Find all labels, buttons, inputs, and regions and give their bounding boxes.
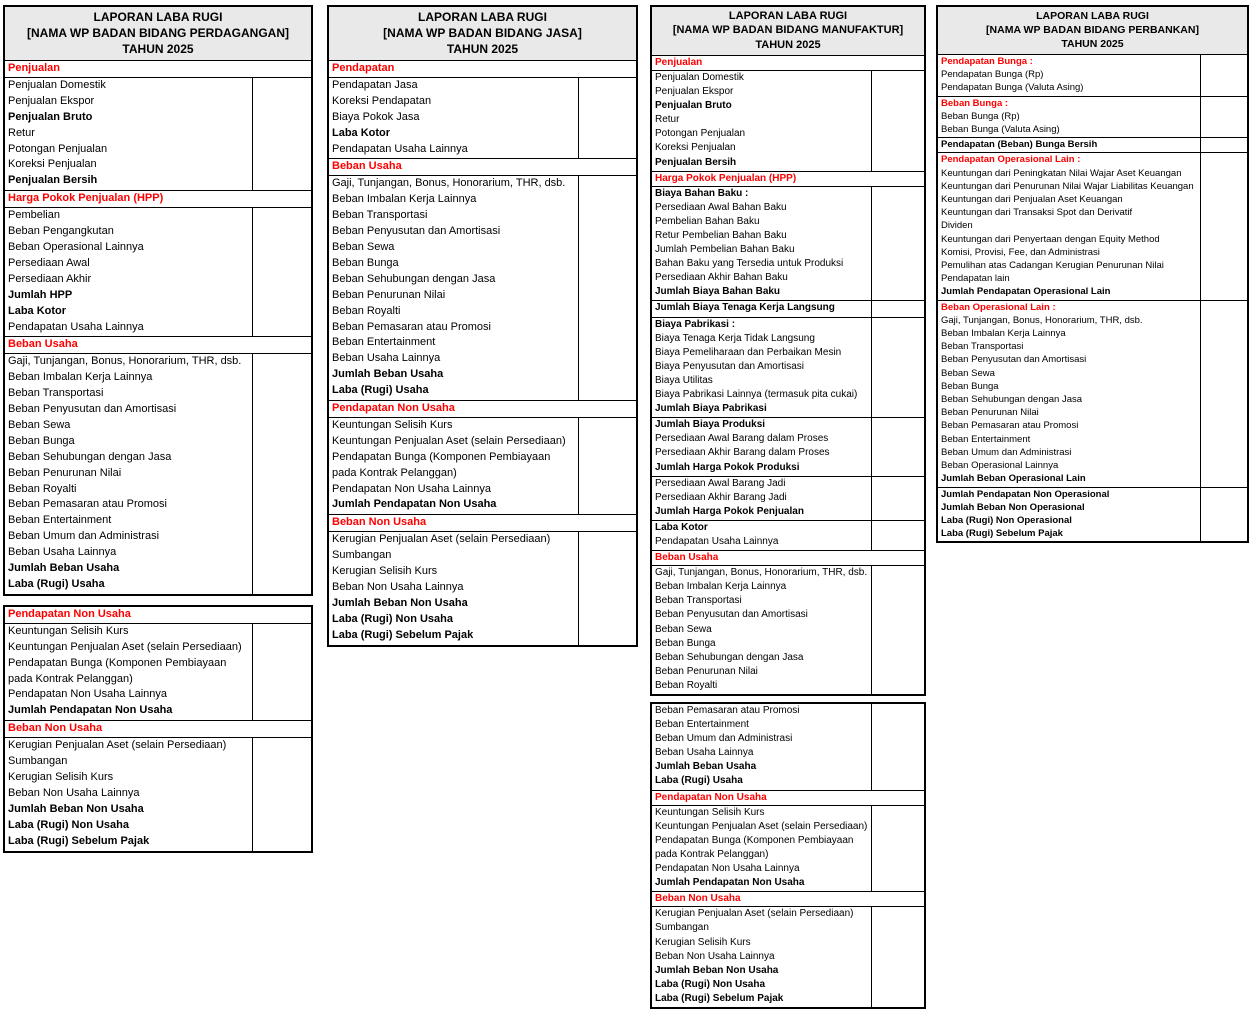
amount-cell xyxy=(1200,488,1247,542)
line-item-label: Biaya Pabrikasi : xyxy=(655,318,736,330)
section-header-harga-pokok-penjualan-hpp: Harga Pokok Penjualan (HPP) xyxy=(5,190,311,207)
line-item-label: Persediaan Awal Bahan Baku xyxy=(655,201,787,213)
line-item-label: Jumlah Biaya Produksi xyxy=(655,419,766,431)
line-item-label: Beban Imbalan Kerja Lainnya xyxy=(655,581,787,593)
line-item-label: Beban Royalti xyxy=(332,304,401,317)
section-header-beban-usaha: Beban Usaha xyxy=(652,550,924,565)
line-item-label: Jumlah Beban Usaha xyxy=(8,562,120,575)
line-item-group xyxy=(652,476,924,520)
line-item-label: Jumlah Pembelian Bahan Baku xyxy=(655,244,795,256)
statement-header xyxy=(329,7,636,60)
amount-cell xyxy=(578,176,636,400)
amount-cell xyxy=(252,354,311,594)
line-item-label: Gaji, Tunjangan, Bonus, Honorarium, THR, dsb. xyxy=(941,314,1143,326)
line-item-label: Keuntungan Selisih Kurs xyxy=(8,624,129,637)
line-item-label: Koreksi Penjualan xyxy=(655,142,736,154)
line-item-label: Beban Penyusutan dan Amortisasi xyxy=(941,354,1087,366)
line-item-label: Beban Umum dan Administrasi xyxy=(941,446,1072,458)
statement-title-line: LAPORAN LABA RUGI xyxy=(93,10,223,24)
section-header-beban-usaha: Beban Usaha xyxy=(5,336,311,353)
amount-cell xyxy=(871,477,924,520)
line-item-label: Persediaan Akhir Barang dalam Proses xyxy=(655,447,830,459)
line-item-label: Beban Sewa xyxy=(941,367,995,379)
line-item-labels xyxy=(938,153,1200,299)
line-item-label: Beban Imbalan Kerja Lainnya xyxy=(941,328,1066,340)
line-item-label: Pendapatan Bunga (Rp) xyxy=(941,69,1044,81)
line-item-label: Beban Sehubungan dengan Jasa xyxy=(941,394,1083,406)
line-item-label: Laba (Rugi) Usaha xyxy=(332,384,429,397)
line-item-label: Koreksi Pendapatan xyxy=(332,94,432,107)
line-item-label: Persediaan Awal xyxy=(8,256,90,269)
line-item-label: Beban Entertainment xyxy=(332,336,436,349)
line-item-label: Laba (Rugi) Non Usaha xyxy=(655,978,766,990)
line-item-label: Beban Pemasaran atau Promosi xyxy=(655,705,800,717)
line-item-label: Kerugian Penjualan Aset (selain Persediaan) xyxy=(8,739,227,752)
line-item-labels xyxy=(652,806,871,892)
line-item-label: Gaji, Tunjangan, Bonus, Honorarium, THR, dsb. xyxy=(332,177,566,190)
line-item-label: Jumlah Beban Non Operasional xyxy=(941,501,1085,513)
line-item-label: Keuntungan dari Penjualan Aset Keuangan xyxy=(941,194,1123,206)
line-item-label: Biaya Tenaga Kerja Tidak Langsung xyxy=(655,332,815,344)
amount-cell xyxy=(1200,97,1247,138)
line-item-label: Keuntungan Penjualan Aset (selain Persediaan) xyxy=(8,640,242,653)
line-item-label: Jumlah HPP xyxy=(8,288,73,301)
statement-block-perbankan-0 xyxy=(936,5,1249,543)
line-item-label: Persediaan Akhir xyxy=(8,272,92,285)
line-item-label: Penjualan Bersih xyxy=(655,156,737,168)
line-item-label: Jumlah Pendapatan Non Usaha xyxy=(655,877,805,889)
line-item-labels xyxy=(5,354,252,594)
line-item-label: Persediaan Akhir Barang Jadi xyxy=(655,491,787,503)
line-item-labels xyxy=(938,97,1200,138)
line-item-label: Pendapatan Bunga (Komponen Pembiayaan pada Kontrak Pelanggan) xyxy=(332,450,551,479)
line-item-labels xyxy=(329,78,578,159)
line-item-labels xyxy=(652,521,871,550)
line-item-labels xyxy=(652,301,871,316)
line-item-label: Pembelian Bahan Baku xyxy=(655,215,760,227)
line-item-label: Beban Pengangkutan xyxy=(8,225,114,238)
line-item-label: Gaji, Tunjangan, Bonus, Honorarium, THR, dsb. xyxy=(655,567,868,579)
amount-cell xyxy=(252,738,311,850)
line-item-group xyxy=(652,520,924,550)
line-item-label: Jumlah Pendapatan Non Operasional xyxy=(941,488,1110,500)
statement-title-line: [NAMA WP BADAN BIDANG PERDAGANGAN] xyxy=(27,26,289,40)
amount-cell xyxy=(871,318,924,418)
line-item-label: Beban Non Usaha Lainnya xyxy=(332,581,464,593)
line-item-label: Beban Transportasi xyxy=(332,209,428,222)
line-item-label: Keuntungan Selisih Kurs xyxy=(655,806,765,818)
line-item-labels xyxy=(652,187,871,301)
line-item-label: Beban Transportasi xyxy=(8,387,104,400)
line-item-group xyxy=(329,417,636,514)
line-item-labels xyxy=(652,477,871,520)
amount-cell xyxy=(871,418,924,475)
amount-cell xyxy=(871,704,924,790)
line-item-label: Beban Penurunan Nilai xyxy=(8,466,122,479)
line-item-label: Beban Pemasaran atau Promosi xyxy=(941,420,1079,432)
line-item-label: Sumbangan xyxy=(332,549,392,562)
statement-title-line: [NAMA WP BADAN BIDANG PERBANKAN] xyxy=(986,24,1199,36)
line-item-group xyxy=(652,906,924,1007)
line-item-label: Beban Sehubungan dengan Jasa xyxy=(8,450,172,463)
line-item-label: Pemulihan atas Cadangan Kerugian Penurunan Nilai xyxy=(941,260,1164,272)
line-item-label: Beban Bunga xyxy=(8,434,75,447)
line-item-group xyxy=(652,805,924,892)
line-item-label: Bahan Baku yang Tersedia untuk Produksi xyxy=(655,258,844,270)
line-item-labels xyxy=(329,418,578,514)
income-statement-perdagangan xyxy=(3,5,313,853)
line-item-label: Beban Royalti xyxy=(8,482,77,495)
statement-title-line: TAHUN 2025 xyxy=(122,42,194,56)
line-item-label: Laba (Rugi) Non Usaha xyxy=(332,612,454,625)
line-item-labels xyxy=(652,418,871,475)
line-item-labels xyxy=(938,301,1200,487)
amount-cell xyxy=(1200,138,1247,152)
line-item-label: Laba (Rugi) Non Operasional xyxy=(941,514,1072,526)
line-item-label: Pendapatan Jasa xyxy=(332,78,418,91)
line-item-label: Potongan Penjualan xyxy=(655,128,746,140)
amount-cell xyxy=(871,71,924,171)
line-item-label: Beban Non Usaha Lainnya xyxy=(655,950,775,962)
amount-cell xyxy=(1200,55,1247,96)
line-item-label: Beban Royalti xyxy=(655,679,718,691)
line-item-label: Jumlah Beban Non Usaha xyxy=(332,596,468,609)
line-item-group xyxy=(5,353,311,594)
statement-title-line: [NAMA WP BADAN BIDANG JASA] xyxy=(383,26,582,40)
line-item-label: Kerugian Selisih Kurs xyxy=(8,770,114,783)
line-item-group xyxy=(938,152,1247,299)
line-item-labels xyxy=(329,176,578,400)
line-item-label: Jumlah Harga Pokok Penjualan xyxy=(655,505,804,517)
line-item-label: Retur xyxy=(655,114,680,126)
line-item-label: Sumbangan xyxy=(655,922,709,934)
line-item-label: Beban Usaha Lainnya xyxy=(655,747,754,759)
statement-block-perdagangan-0 xyxy=(3,5,313,596)
line-item-label: Pendapatan Bunga (Valuta Asing) xyxy=(941,82,1084,94)
line-item-label: Penjualan Bersih xyxy=(8,174,98,187)
line-item-label: Beban Entertainment xyxy=(941,433,1031,445)
line-item-labels xyxy=(652,704,871,790)
line-item-group xyxy=(938,487,1247,542)
section-header-beban-non-usaha: Beban Non Usaha xyxy=(652,891,924,906)
amount-cell xyxy=(252,208,311,336)
statement-block-manufaktur-0 xyxy=(650,5,926,696)
line-item-label: Jumlah Biaya Tenaga Kerja Langsung xyxy=(655,302,835,314)
line-item-label: Beban Penurunan Nilai xyxy=(655,665,758,677)
statement-title-line: LAPORAN LABA RUGI xyxy=(418,10,547,24)
line-item-label: Keuntungan dari Peningkatan Nilai Wajar Aset Keuangan xyxy=(941,167,1182,179)
line-item-label: Beban Sehubungan dengan Jasa xyxy=(332,272,496,285)
statement-title-line: [NAMA WP BADAN BIDANG MANUFAKTUR] xyxy=(672,24,904,37)
line-item-label: Beban Non Usaha Lainnya xyxy=(8,786,140,799)
line-item-labels xyxy=(5,738,252,850)
line-item-label: Retur xyxy=(8,126,35,139)
line-item-group xyxy=(652,317,924,418)
line-item-label: Pendapatan Non Usaha Lainnya xyxy=(655,863,800,875)
amount-cell xyxy=(871,907,924,1007)
line-item-label: Pembelian xyxy=(8,209,60,222)
amount-cell xyxy=(1200,301,1247,487)
section-header-pendapatan: Pendapatan xyxy=(329,60,636,77)
line-item-label: Beban Pemasaran atau Promosi xyxy=(332,320,491,333)
line-item-labels xyxy=(5,208,252,336)
line-item-group xyxy=(5,207,311,336)
line-item-label: Beban Penurunan Nilai xyxy=(941,407,1039,419)
statement-header xyxy=(5,7,311,60)
line-item-label: Keuntungan dari Penyertaan dengan Equity Method xyxy=(941,233,1160,245)
line-item-label: Komisi, Provisi, Fee, dan Administrasi xyxy=(941,246,1100,258)
income-statement-manufaktur xyxy=(650,5,926,1009)
line-item-label: Beban Sewa xyxy=(332,240,395,253)
line-item-label: Beban Operasional Lainnya xyxy=(941,460,1059,472)
line-item-labels xyxy=(5,78,252,190)
amount-cell xyxy=(871,566,924,694)
line-item-label: Jumlah Harga Pokok Produksi xyxy=(655,461,800,473)
statement-block-jasa-0 xyxy=(327,5,638,647)
amount-cell xyxy=(871,806,924,892)
section-header-beban-usaha: Beban Usaha xyxy=(329,158,636,175)
line-item-label: Beban Umum dan Administrasi xyxy=(8,530,160,543)
line-item-label: Beban Entertainment xyxy=(8,514,112,527)
line-item-label: Pendapatan Non Usaha Lainnya xyxy=(332,482,492,495)
line-item-group xyxy=(938,96,1247,138)
section-header-pendapatan-non-usaha: Pendapatan Non Usaha xyxy=(8,607,131,620)
line-item-label: Laba (Rugi) Sebelum Pajak xyxy=(8,834,150,847)
line-item-label: Laba Kotor xyxy=(8,304,67,317)
line-item-label: Retur Pembelian Bahan Baku xyxy=(655,230,787,242)
line-item-group xyxy=(329,77,636,159)
line-item-group xyxy=(5,77,311,190)
section-label-pendapatan-operasional-lain: Pendapatan Operasional Lain : xyxy=(941,154,1081,166)
line-item-label: Beban Usaha Lainnya xyxy=(332,352,441,365)
line-item-group xyxy=(329,531,636,644)
line-item-label: Biaya Utilitas xyxy=(655,374,713,386)
line-item-label: Laba (Rugi) Sebelum Pajak xyxy=(655,992,784,1004)
statement-title-line: LAPORAN LABA RUGI xyxy=(728,10,848,22)
statement-title-line: LAPORAN LABA RUGI xyxy=(1036,10,1149,22)
statement-title-line: TAHUN 2025 xyxy=(755,38,821,51)
line-item-label: Beban Operasional Lainnya xyxy=(8,240,144,253)
line-item-label: Biaya Penyusutan dan Amortisasi xyxy=(655,360,804,372)
line-item-group xyxy=(652,70,924,171)
line-item-label: Persediaan Akhir Bahan Baku xyxy=(655,272,788,284)
line-item-label: Keuntungan Penjualan Aset (selain Persediaan) xyxy=(332,434,566,447)
line-item-labels xyxy=(652,907,871,1007)
line-item-group xyxy=(938,137,1247,152)
line-item-label: Kerugian Selisih Kurs xyxy=(332,565,438,578)
line-item-group xyxy=(652,417,924,475)
statement-title-line: TAHUN 2025 xyxy=(446,42,519,56)
amount-cell xyxy=(871,187,924,301)
line-item-label: Keuntungan Selisih Kurs xyxy=(332,418,453,431)
line-item-label: Beban Umum dan Administrasi xyxy=(655,733,793,745)
line-item-labels xyxy=(652,318,871,418)
line-item-label: Beban Penyusutan dan Amortisasi xyxy=(655,609,808,621)
line-item-label: Beban Bunga (Rp) xyxy=(941,110,1020,122)
line-item-group xyxy=(652,186,924,301)
line-item-label: Penjualan Bruto xyxy=(8,110,93,123)
line-item-label: Penjualan Domestik xyxy=(8,78,106,91)
line-item-label: Pendapatan Usaha Lainnya xyxy=(8,320,144,333)
line-item-label: Beban Imbalan Kerja Lainnya xyxy=(332,193,477,206)
line-item-labels xyxy=(938,55,1200,96)
line-item-label: Beban Sehubungan dengan Jasa xyxy=(655,651,804,663)
line-item-label: Laba (Rugi) Sebelum Pajak xyxy=(332,628,474,641)
line-item-label: Jumlah Pendapatan Non Usaha xyxy=(8,704,173,717)
line-item-label: Jumlah Pendapatan Operasional Lain xyxy=(941,286,1111,298)
line-item-group xyxy=(329,175,636,400)
income-statement-perbankan xyxy=(936,5,1249,543)
statement-header xyxy=(938,7,1247,54)
line-item-labels xyxy=(652,71,871,171)
line-item-label: Biaya Pokok Jasa xyxy=(332,110,420,123)
line-item-label: Penjualan Bruto xyxy=(655,100,732,112)
line-item-label: Biaya Bahan Baku : xyxy=(655,187,749,199)
section-header-beban-non-usaha: Beban Non Usaha xyxy=(5,720,311,737)
line-item-label: Biaya Pemeliharaan dan Perbaikan Mesin xyxy=(655,346,842,358)
line-item-label: Beban Pemasaran atau Promosi xyxy=(8,498,167,511)
line-item-label: Keuntungan dari Penurunan Nilai Wajar Liabilitas Keuangan xyxy=(941,180,1194,192)
line-item-label: Beban Bunga xyxy=(332,256,399,269)
line-item-label: Jumlah Beban Non Usaha xyxy=(8,802,144,815)
line-item-label: Laba Kotor xyxy=(332,126,391,139)
line-item-group xyxy=(938,300,1247,487)
line-item-label: Beban Entertainment xyxy=(655,719,749,731)
line-item-group xyxy=(652,300,924,316)
statement-block-manufaktur-1 xyxy=(650,702,926,1009)
line-item-label: Gaji, Tunjangan, Bonus, Honorarium, THR, dsb. xyxy=(8,355,242,368)
line-item-label: Pendapatan lain xyxy=(941,273,1010,285)
amount-cell xyxy=(252,78,311,190)
amount-cell xyxy=(871,301,924,316)
line-item-group xyxy=(938,54,1247,96)
section-label-pendapatan-bunga: Pendapatan Bunga : xyxy=(941,56,1033,67)
section-header-harga-pokok-penjualan-hpp: Harga Pokok Penjualan (HPP) xyxy=(652,171,924,186)
line-item-label: Beban Transportasi xyxy=(941,341,1024,353)
line-item-labels xyxy=(938,138,1200,152)
statement-header xyxy=(652,7,924,55)
line-item-label: Beban Bunga xyxy=(941,380,999,392)
line-item-label: Keuntungan dari Transaksi Spot dan Derivatif xyxy=(941,207,1133,219)
section-label-beban-bunga: Beban Bunga : xyxy=(941,97,1009,109)
line-item-label: Beban Sewa xyxy=(8,418,71,431)
line-item-label: Kerugian Penjualan Aset (selain Persediaan) xyxy=(655,908,854,920)
line-item-group xyxy=(5,737,311,850)
line-item-label: Jumlah Beban Operasional Lain xyxy=(941,473,1086,485)
line-item-label: Pendapatan Bunga (Komponen Pembiayaan pada Kontrak Pelanggan) xyxy=(655,834,854,860)
line-item-label: Beban Usaha Lainnya xyxy=(8,546,117,559)
line-item-label: Beban Transportasi xyxy=(655,595,742,607)
line-item-label: Kerugian Selisih Kurs xyxy=(655,936,751,948)
line-item-label: Koreksi Penjualan xyxy=(8,158,97,171)
line-item-label: Potongan Penjualan xyxy=(8,142,108,155)
line-item-label: Penjualan Ekspor xyxy=(8,94,95,107)
line-item-group xyxy=(652,704,924,790)
line-item-label: Jumlah Beban Non Usaha xyxy=(655,964,779,976)
line-item-label: Jumlah Biaya Pabrikasi xyxy=(655,403,767,415)
statement-block-perdagangan-1 xyxy=(3,605,313,853)
line-item-label: Pendapatan Usaha Lainnya xyxy=(332,142,468,155)
line-item-label: Beban Penyusutan dan Amortisasi xyxy=(332,225,501,238)
line-item-labels xyxy=(5,624,252,720)
line-item-label: Laba (Rugi) Non Usaha xyxy=(8,818,130,831)
line-item-label: Beban Bunga (Valuta Asing) xyxy=(941,124,1060,136)
amount-cell xyxy=(578,418,636,514)
line-item-label: Laba (Rugi) Sebelum Pajak xyxy=(941,528,1063,540)
line-item-label: Beban Penurunan Nilai xyxy=(332,288,446,301)
line-item-label: Jumlah Biaya Bahan Baku xyxy=(655,286,781,298)
line-item-label: Sumbangan xyxy=(8,755,68,768)
line-item-label: Penjualan Domestik xyxy=(655,71,744,83)
amount-cell xyxy=(578,532,636,644)
line-item-labels xyxy=(938,488,1200,542)
line-item-labels xyxy=(652,566,871,694)
line-item-label: Jumlah Beban Usaha xyxy=(332,368,444,381)
line-item-label: Kerugian Penjualan Aset (selain Persediaan) xyxy=(332,533,551,546)
section-header-pendapatan-non-usaha: Pendapatan Non Usaha xyxy=(329,400,636,417)
line-item-label: Jumlah Beban Usaha xyxy=(655,761,757,773)
line-item-label: Laba (Rugi) Usaha xyxy=(655,775,743,787)
amount-cell xyxy=(252,624,311,720)
line-item-group xyxy=(652,565,924,694)
line-item-label: Beban Imbalan Kerja Lainnya xyxy=(8,371,153,384)
section-header-beban-non-usaha: Beban Non Usaha xyxy=(329,514,636,531)
line-item-label: Persediaan Awal Barang Jadi xyxy=(655,477,786,489)
section-header-pendapatan-non-usaha: Pendapatan Non Usaha xyxy=(652,790,924,805)
amount-cell xyxy=(1200,153,1247,299)
line-item-label: Laba Kotor xyxy=(655,521,708,533)
line-item-label: Penjualan Ekspor xyxy=(655,86,734,98)
section-header-penjualan: Penjualan xyxy=(5,60,311,77)
line-item-label: Laba (Rugi) Usaha xyxy=(8,578,105,590)
line-item-label: Pendapatan Usaha Lainnya xyxy=(655,535,779,547)
line-item-label: Pendapatan (Beban) Bunga Bersih xyxy=(941,139,1098,151)
statement-title-line: TAHUN 2025 xyxy=(1061,38,1124,50)
line-item-label: Jumlah Pendapatan Non Usaha xyxy=(332,498,497,511)
amount-cell xyxy=(578,78,636,159)
line-item-label: Keuntungan Penjualan Aset (selain Persediaan) xyxy=(655,820,868,832)
section-header-penjualan: Penjualan xyxy=(652,55,924,70)
amount-cell xyxy=(871,521,924,550)
line-item-label: Dividen xyxy=(941,220,973,232)
line-item-label: Beban Penyusutan dan Amortisasi xyxy=(8,403,177,416)
line-item-label: Beban Bunga xyxy=(655,637,716,649)
line-item-label: Pendapatan Non Usaha Lainnya xyxy=(8,688,168,701)
line-item-label: Beban Sewa xyxy=(655,623,712,635)
line-item-label: Persediaan Awal Barang dalam Proses xyxy=(655,433,829,445)
line-item-labels xyxy=(329,532,578,644)
section-label-beban-operasional-lain: Beban Operasional Lain : xyxy=(941,301,1056,313)
line-item-label: Biaya Pabrikasi Lainnya (termasuk pita cukai) xyxy=(655,389,858,401)
line-item-group xyxy=(5,623,311,720)
line-item-label: Pendapatan Bunga (Komponen Pembiayaan pada Kontrak Pelanggan) xyxy=(8,656,227,685)
income-statement-jasa xyxy=(327,5,638,647)
